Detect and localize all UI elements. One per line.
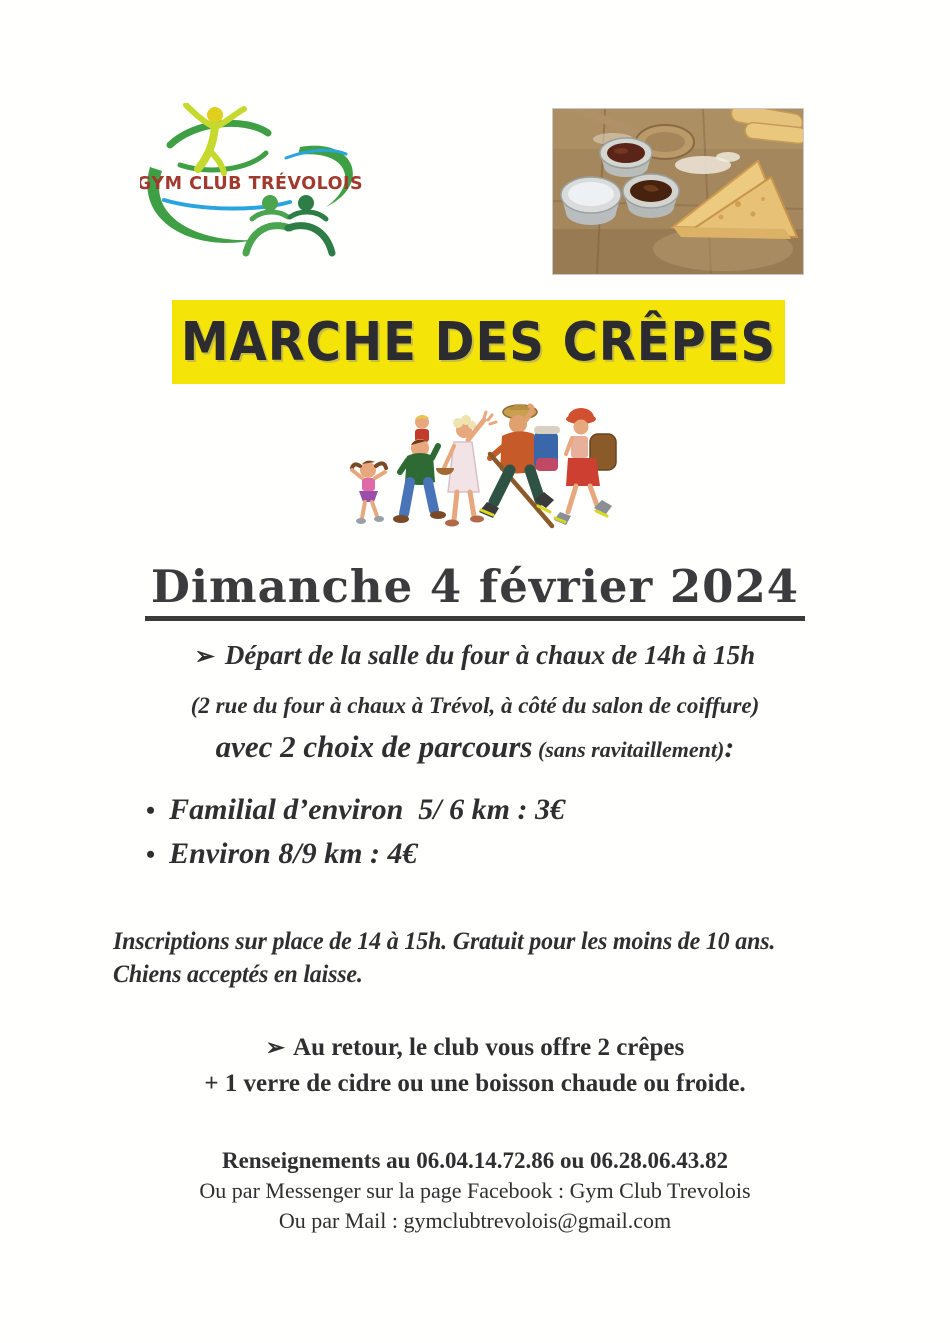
bullet-icon: • [146,840,156,869]
departure-text: Départ de la salle du four à chaux de 14h à 15h [224,640,756,670]
inscriptions-line2: Chiens acceptés en laisse. [113,961,363,988]
club-logo [140,103,362,263]
inscriptions-line1: Inscriptions sur place de 14 à 15h. Gratuit pour les moins de 10 ans. [113,928,776,955]
club-logo-graphic [140,103,362,263]
routes-list [146,788,846,876]
crepes-photo [552,108,804,275]
contact-block [0,1146,950,1236]
event-date-text: Dimanche 4 février 2024 [145,560,805,621]
route-familial-text: Familial d’environ 5/ 6 km : 3€ [169,793,565,826]
walkers-graphic [338,396,628,546]
reward-line1-text: Au retour, le club vous offre 2 crêpes [293,1034,685,1061]
choices-colon: : [724,731,735,764]
list-item [146,788,846,832]
contact-mail-line: Ou par Mail : gymclubtrevolois@gmail.com [278,1208,672,1233]
walker-girl [352,461,386,524]
title-banner [172,300,785,384]
gymnast-jumping-figure [186,105,244,173]
crepes-photo-graphic [553,109,803,274]
address-line [0,693,950,719]
reward-line2: + 1 verre de cidre ou une boisson chaude ou froide. [204,1070,746,1097]
reward-block [0,1030,950,1102]
choices-note-text: (sans ravitaillement) [532,737,725,762]
sugar-bowl [561,177,621,225]
choices-main-text: avec 2 choix de parcours [215,729,533,764]
contact-messenger-line: Ou par Messenger sur la page Facebook : Gym Club Trevolois [199,1178,751,1203]
chocolate-bowl [623,174,679,218]
club-name-text: GYM CLUB TRÉVOLOIS [140,174,362,194]
event-title: MARCHE DES CRÊPES [180,310,777,374]
departure-line [0,640,950,671]
arrow-bullet-icon: ➢ [194,644,215,670]
inscriptions-info [113,925,862,991]
bullet-icon: • [146,796,156,825]
jam-bowl [600,138,652,177]
walking-families-illustration [338,396,628,546]
event-date-heading [0,560,950,621]
choices-line [0,729,950,765]
arrow-bullet-icon: ➢ [265,1035,286,1060]
contact-phone-line: Renseignements au 06.04.14.72.86 ou 06.28.06.43.82 [221,1148,728,1173]
walker-woman-backpack [554,408,616,525]
address-text: (2 rue du four à chaux à Trévol, à côté du salon de coiffure) [190,693,760,718]
list-item [146,832,846,876]
route-environ-text: Environ 8/9 km : 4€ [169,837,418,870]
reward-line1 [0,1030,950,1066]
